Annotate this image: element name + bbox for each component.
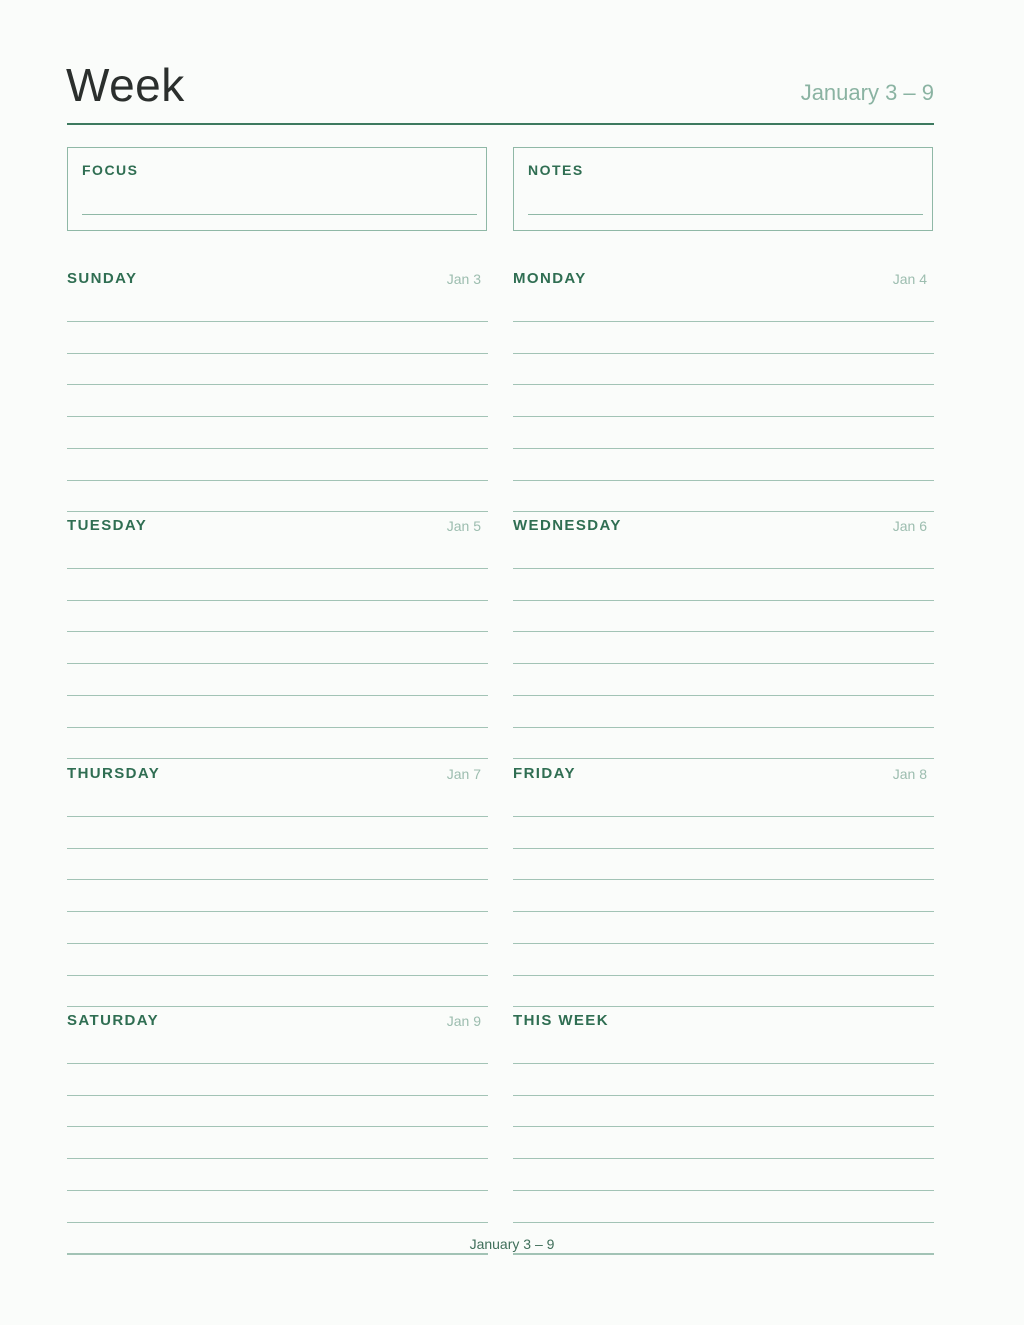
notes-writing-line: [528, 214, 923, 215]
writing-line: [67, 695, 488, 696]
writing-line: [513, 1158, 934, 1159]
writing-line: [67, 1126, 488, 1127]
footer-rule-left: [67, 1254, 488, 1255]
writing-line: [513, 1095, 934, 1096]
focus-box[interactable]: [67, 147, 487, 231]
day-name: THURSDAY: [67, 765, 161, 782]
writing-line: [67, 568, 488, 569]
writing-line: [67, 384, 488, 385]
writing-line: [513, 727, 934, 728]
day-name: TUESDAY: [67, 517, 148, 534]
focus-writing-line: [82, 214, 477, 215]
footer-date-range: January 3 – 9: [469, 1236, 555, 1252]
day-date: Jan 5: [446, 518, 481, 534]
day-name: SUNDAY: [67, 270, 138, 287]
writing-line: [67, 848, 488, 849]
day-date: Jan 4: [892, 271, 927, 287]
writing-line: [513, 353, 934, 354]
writing-line: [513, 321, 934, 322]
writing-line: [67, 911, 488, 912]
writing-line: [67, 879, 488, 880]
day-date: Jan 9: [446, 1013, 481, 1029]
day-name: FRIDAY: [513, 765, 576, 782]
writing-line: [67, 1006, 488, 1007]
writing-line: [513, 384, 934, 385]
page-title: Week: [66, 59, 185, 111]
day-date: Jan 7: [446, 766, 481, 782]
writing-line: [513, 448, 934, 449]
writing-line: [513, 1063, 934, 1064]
writing-line: [513, 663, 934, 664]
notes-label: NOTES: [528, 162, 584, 178]
writing-line: [513, 758, 934, 759]
day-date: Jan 3: [446, 271, 481, 287]
writing-line: [513, 1222, 934, 1223]
writing-line: [513, 568, 934, 569]
focus-label: FOCUS: [82, 162, 139, 178]
writing-line: [67, 1190, 488, 1191]
header-divider: [67, 123, 934, 125]
writing-line: [513, 631, 934, 632]
writing-line: [67, 1063, 488, 1064]
writing-line: [67, 1095, 488, 1096]
day-date: Jan 8: [892, 766, 927, 782]
writing-line: [513, 816, 934, 817]
writing-line: [513, 975, 934, 976]
writing-line: [67, 511, 488, 512]
day-name: WEDNESDAY: [513, 517, 622, 534]
writing-line: [67, 416, 488, 417]
writing-line: [67, 448, 488, 449]
writing-line: [67, 631, 488, 632]
writing-line: [513, 1126, 934, 1127]
footer-rule-right: [513, 1254, 934, 1255]
writing-line: [513, 848, 934, 849]
writing-line: [67, 1222, 488, 1223]
writing-line: [67, 600, 488, 601]
day-name: MONDAY: [513, 270, 587, 287]
writing-line: [67, 943, 488, 944]
writing-line: [513, 480, 934, 481]
notes-box[interactable]: [513, 147, 933, 231]
writing-line: [513, 943, 934, 944]
day-name: SATURDAY: [67, 1012, 160, 1029]
writing-line: [67, 975, 488, 976]
writing-line: [67, 758, 488, 759]
writing-line: [513, 911, 934, 912]
writing-line: [513, 1006, 934, 1007]
writing-line: [513, 511, 934, 512]
writing-line: [513, 600, 934, 601]
day-date: Jan 6: [892, 518, 927, 534]
writing-line: [513, 695, 934, 696]
writing-line: [67, 663, 488, 664]
writing-line: [513, 1190, 934, 1191]
date-range: January 3 – 9: [800, 80, 934, 105]
writing-line: [513, 416, 934, 417]
writing-line: [67, 353, 488, 354]
writing-line: [513, 879, 934, 880]
day-name: THIS WEEK: [513, 1012, 609, 1029]
writing-line: [67, 727, 488, 728]
writing-line: [67, 321, 488, 322]
writing-line: [67, 816, 488, 817]
writing-line: [67, 1158, 488, 1159]
writing-line: [67, 480, 488, 481]
